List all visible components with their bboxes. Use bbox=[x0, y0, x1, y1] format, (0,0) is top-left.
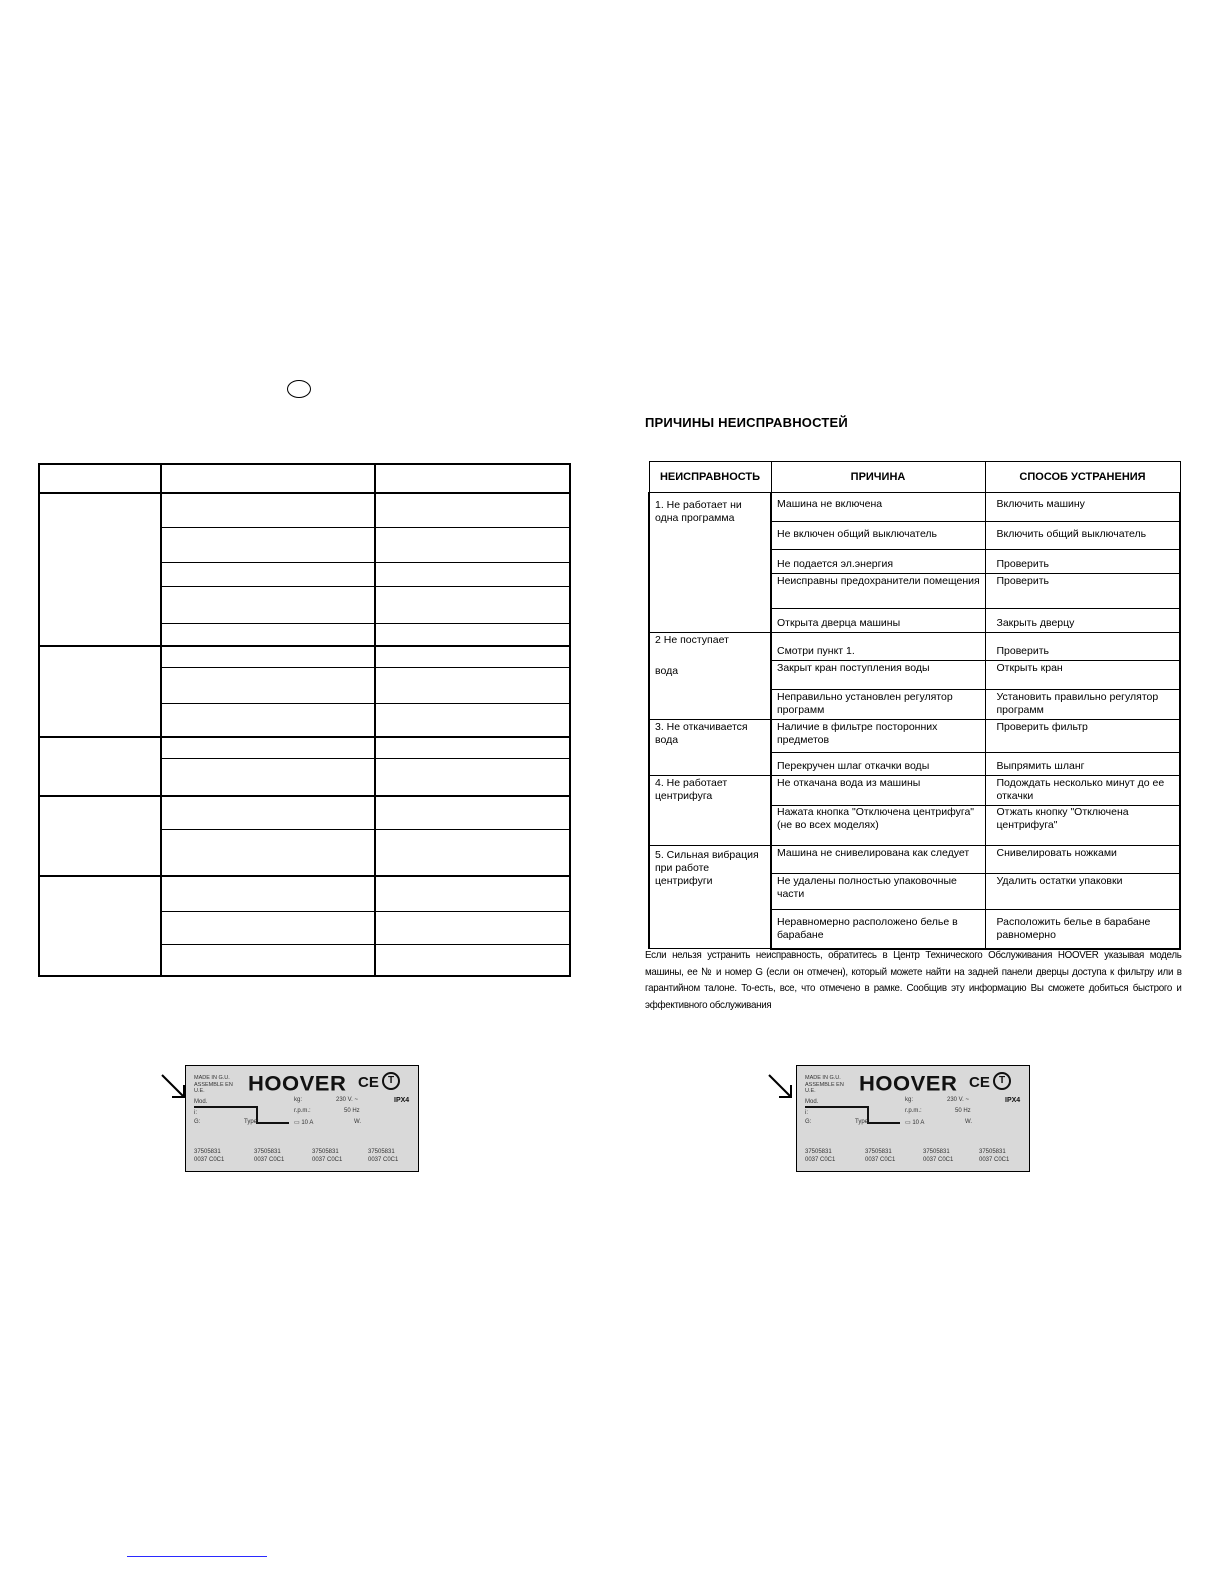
table-line bbox=[160, 703, 571, 704]
mod-label: Mod. bbox=[194, 1099, 208, 1105]
service-note: Если нельзя устранить неисправность, обратитесь в Центр Технического Обслуживания HOOVER указывая модель машины, ее № и номер G (если он отмечен), который можете найти на задней панели дверцы доступа к фильтру или в гарантийном талоне. То-есть, все, что отмечено в рамке. Сообщив эту информацию Вы сможете добиться быстрого и эффективного обслуживания bbox=[645, 949, 1182, 1011]
table-line bbox=[160, 911, 571, 912]
cause-cell: Не откачана вода из машины bbox=[771, 776, 985, 806]
cause-cell: Машина не снивелирована как следует bbox=[771, 846, 985, 874]
rating-plate bbox=[796, 1065, 1030, 1172]
plate-code: 37505831 0037 C0C1 bbox=[194, 1149, 225, 1163]
fault-cell: 4. Не работает центрифуга bbox=[649, 776, 771, 846]
table-line bbox=[38, 736, 571, 738]
blank-troubleshooting-table bbox=[38, 463, 571, 977]
plate-code: 37505831 0037 C0C1 bbox=[865, 1149, 896, 1163]
remedy-cell: Расположить белье в барабане равномерно bbox=[985, 910, 1180, 949]
plate-code: 37505831 0037 C0C1 bbox=[805, 1149, 836, 1163]
remedy-cell: Проверить bbox=[985, 574, 1180, 609]
cause-cell: Не подается эл.энергия bbox=[771, 550, 985, 574]
table-line bbox=[160, 562, 571, 563]
g-label: G: bbox=[194, 1119, 201, 1125]
table-border-right bbox=[569, 463, 571, 977]
watts-label: W. bbox=[965, 1119, 972, 1125]
frequency-label: 50 Hz bbox=[955, 1108, 971, 1114]
voltage-label: 230 V. ~ bbox=[336, 1097, 358, 1103]
table-line bbox=[160, 527, 571, 528]
fault-cell: 3. Не откачивается вода bbox=[649, 720, 771, 776]
table-line bbox=[160, 623, 571, 624]
hoover-logo: HOOVER bbox=[248, 1071, 347, 1096]
type-label: Type: bbox=[855, 1119, 870, 1125]
ce-mark-icon: CE bbox=[969, 1074, 990, 1091]
ce-mark-icon: CE bbox=[358, 1074, 379, 1091]
plate-marker-line bbox=[256, 1122, 289, 1124]
arrow-icon bbox=[160, 1072, 188, 1100]
table-divider-1 bbox=[160, 463, 162, 977]
table-line bbox=[38, 645, 571, 647]
header-fault: НЕИСПРАВНОСТЬ bbox=[649, 462, 771, 493]
remedy-cell: Подождать несколько минут до ее откачки bbox=[985, 776, 1180, 806]
table-row bbox=[649, 720, 1180, 753]
made-in-label: MADE IN G.U. ASSEMBLE EN U.E. bbox=[805, 1075, 844, 1094]
table-line bbox=[38, 975, 571, 977]
fault-cell: 5. Сильная вибрация при работе центрифуги bbox=[649, 846, 771, 949]
watts-label: W. bbox=[354, 1119, 361, 1125]
table-row bbox=[649, 633, 1180, 661]
remedy-cell: Включить общий выключатель bbox=[985, 522, 1180, 550]
plate-code: 37505831 0037 C0C1 bbox=[979, 1149, 1010, 1163]
remedy-cell: Проверить bbox=[985, 633, 1180, 661]
table-line bbox=[160, 758, 571, 759]
remedy-cell: Отжать кнопку "Отключена центрифуга" bbox=[985, 806, 1180, 846]
section-title: ПРИЧИНЫ НЕИСПРАВНОСТЕЙ bbox=[645, 415, 848, 430]
remedy-cell: Выпрямить шланг bbox=[985, 753, 1180, 776]
remedy-cell: Снивелировать ножками bbox=[985, 846, 1180, 874]
table-divider-2 bbox=[374, 463, 376, 977]
model-underline bbox=[194, 1106, 257, 1108]
arrow-icon bbox=[767, 1072, 795, 1100]
table-row bbox=[649, 493, 1180, 522]
troubleshooting-table bbox=[648, 461, 1181, 950]
plate-code: 37505831 0037 C0C1 bbox=[368, 1149, 399, 1163]
i-label: i: bbox=[194, 1110, 197, 1116]
remedy-cell: Проверить bbox=[985, 550, 1180, 574]
table-border-left bbox=[38, 463, 40, 977]
remedy-cell: Закрыть дверцу bbox=[985, 609, 1180, 633]
certification-mark-icon: T bbox=[993, 1072, 1011, 1090]
header-cause: ПРИЧИНА bbox=[771, 462, 985, 493]
language-marker-circle bbox=[287, 380, 311, 398]
cause-cell: Нажата кнопка "Отключена центрифуга" (не во всех моделях) bbox=[771, 806, 985, 846]
fault-cell: 1. Не работает ни одна программа bbox=[649, 493, 771, 633]
table-row bbox=[649, 846, 1180, 874]
kg-label: kg: bbox=[905, 1097, 914, 1103]
frequency-label: 50 Hz bbox=[344, 1108, 360, 1114]
cause-cell: Закрыт кран поступления воды bbox=[771, 661, 985, 690]
cause-cell: Смотри пункт 1. bbox=[771, 633, 985, 661]
mod-label: Mod. bbox=[805, 1099, 819, 1105]
cause-cell: Перекручен шлаг откачки воды bbox=[771, 753, 985, 776]
remedy-cell: Проверить фильтр bbox=[985, 720, 1180, 753]
rating-plate bbox=[185, 1065, 419, 1172]
certification-mark-icon: T bbox=[382, 1072, 400, 1090]
table-line bbox=[160, 829, 571, 830]
ipx-rating: IPX4 bbox=[1005, 1097, 1021, 1104]
cause-cell: Машина не включена bbox=[771, 493, 985, 522]
i-label: i: bbox=[805, 1110, 808, 1116]
header-remedy: СПОСОБ УСТРАНЕНИЯ bbox=[985, 462, 1180, 493]
hoover-logo: HOOVER bbox=[859, 1071, 958, 1096]
fuse-label: ▭ 10 A bbox=[294, 1120, 314, 1126]
table-row bbox=[649, 776, 1180, 806]
plate-code: 37505831 0037 C0C1 bbox=[254, 1149, 285, 1163]
remedy-cell: Открыть кран bbox=[985, 661, 1180, 690]
remedy-cell: Включить машину bbox=[985, 493, 1180, 522]
plate-code: 37505831 0037 C0C1 bbox=[923, 1149, 954, 1163]
type-label: Type: bbox=[244, 1119, 259, 1125]
voltage-label: 230 V. ~ bbox=[947, 1097, 969, 1103]
table-line bbox=[160, 667, 571, 668]
remedy-cell: Удалить остатки упаковки bbox=[985, 874, 1180, 910]
cause-cell: Открыта дверца машины bbox=[771, 609, 985, 633]
fault-line-1: 2 Не поступает bbox=[655, 634, 729, 646]
cause-cell: Неправильно установлен регулятор программ bbox=[771, 690, 985, 720]
kg-label: kg: bbox=[294, 1097, 303, 1103]
table-line bbox=[38, 463, 571, 465]
fault-line-2: вода bbox=[655, 665, 679, 677]
rpm-label: r.p.m.: bbox=[905, 1108, 922, 1114]
table-line bbox=[160, 944, 571, 945]
fuse-label: ▭ 10 A bbox=[905, 1120, 925, 1126]
table-line bbox=[38, 795, 571, 797]
footer-link-underline[interactable] bbox=[127, 1556, 267, 1557]
plate-marker-line bbox=[867, 1122, 900, 1124]
model-underline bbox=[805, 1106, 868, 1108]
fault-cell bbox=[649, 633, 771, 720]
made-in-label: MADE IN G.U. ASSEMBLE EN U.E. bbox=[194, 1075, 233, 1094]
table-line bbox=[38, 875, 571, 877]
g-label: G: bbox=[805, 1119, 812, 1125]
cause-cell: Не удалены полностью упаковочные части bbox=[771, 874, 985, 910]
rpm-label: r.p.m.: bbox=[294, 1108, 311, 1114]
plate-code: 37505831 0037 C0C1 bbox=[312, 1149, 343, 1163]
cause-cell: Неравномерно расположено белье в барабане bbox=[771, 910, 985, 949]
remedy-cell: Установить правильно регулятор программ bbox=[985, 690, 1180, 720]
table-line bbox=[38, 492, 571, 494]
cause-cell: Наличие в фильтре посторонних предметов bbox=[771, 720, 985, 753]
cause-cell: Не включен общий выключатель bbox=[771, 522, 985, 550]
cause-cell: Неисправны предохранители помещения bbox=[771, 574, 985, 609]
ipx-rating: IPX4 bbox=[394, 1097, 410, 1104]
table-line bbox=[160, 586, 571, 587]
